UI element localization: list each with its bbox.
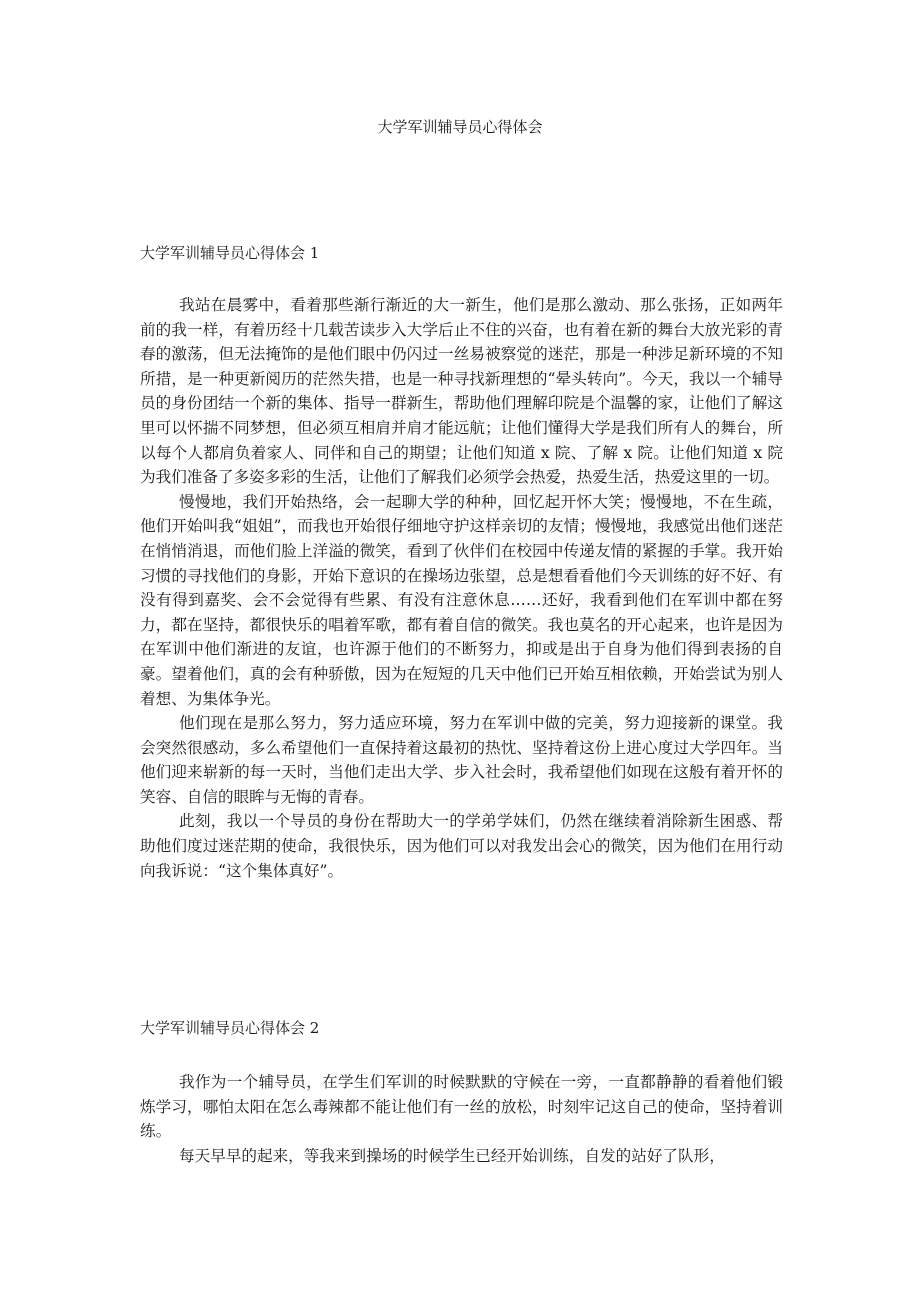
section-heading: 大学军训辅导员心得体会 1 — [140, 244, 320, 262]
section-body — [140, 1070, 783, 1168]
section-heading: 大学军训辅导员心得体会 2 — [140, 1019, 320, 1037]
paragraph: 他们现在是那么努力，努力适应环境，努力在军训中做的完美，努力迎接新的课堂。我会突然很感动，多么希望他们一直保持着这最初的热忱、坚持着这份上进心度过大学四年。当他们迎来崭新的每一天时，当他们走出大学、步入社会时，我希望他们如现在这般有着开怀的笑容、自信的眼眸与无悔的青春。 — [140, 714, 783, 806]
paragraph: 每天早早的起来，等我来到操场的时候学生已经开始训练，自发的站好了队形， — [179, 1146, 725, 1165]
paragraph: 此刻，我以一个导员的身份在帮助大一的学弟学妹们，仍然在继续着消除新生困惑、帮助他们度过迷茫期的使命，我很快乐，因为他们可以对我发出会心的微笑，因为他们在用行动向我诉说：“这个集体真好”。 — [140, 812, 783, 880]
paragraph: 慢慢地，我们开始热络，会一起聊大学的种种，回忆起开怀大笑；慢慢地，不在生疏，他们开始叫我“姐姐”，而我也开始很仔细地守护这样亲切的友情；慢慢地，我感觉出他们迷茫在悄悄消退，而他们脸上洋溢的微笑，看到了伙伴们在校园中传递友情的紧握的手掌。我开始习惯的寻找他们的身影，开始下意识的在操场边张望，总是想看看他们今天训练的好不好、有没有得到嘉奖、会不会觉得有些累、有没有注意休息……还好，我看到他们在军训中都在努力，都在坚持，都很快乐的唱着军歌，都有着自信的微笑。我也莫名的开心起来，也许是因为在军训中他们渐进的友谊，也许源于他们的不断努力，抑或是出于自身为他们得到表扬的自豪。望着他们，真的会有种骄傲，因为在短短的几天中他们已开始互相依赖，开始尝试为别人着想、为集体争光。 — [140, 492, 783, 708]
paragraph: 我站在晨雾中，看着那些渐行渐近的大一新生，他们是那么激动、那么张扬，正如两年前的我一样，有着历经十几载苦读步入大学后止不住的兴奋，也有着在新的舞台大放光彩的青春的激荡，但无法掩饰的是他们眼中仍闪过一丝易被察觉的迷茫，那是一种涉足新环境的不知所措，是一种更新阅历的茫然失措，也是一种寻找新理想的“晕头转向”。今天，我以一个辅导员的身份团结一个新的集体、指导一群新生，帮助他们理解印院是个温馨的家，让他们了解这里可以怀揣不同梦想，但必须互相肩并肩才能远航；让他们懂得大学是我们所有人的舞台，所以每个人都肩负着家人、同伴和自己的期望；让他们知道 x 院、了解 x 院。让他们知道 x 院为我们准备了多姿多彩的生活，让他们了解我们必须学会热爱，热爱生活，热爱这里的一切。 — [140, 296, 783, 487]
section-body — [140, 293, 783, 883]
document-title: 大学军训辅导员心得体会 — [377, 118, 543, 136]
paragraph: 我作为一个辅导员，在学生们军训的时候默默的守候在一旁，一直都静静的看着他们锻炼学习，哪怕太阳在怎么毒辣都不能让他们有一丝的放松，时刻牢记这自己的使命，坚持着训练。 — [140, 1073, 783, 1141]
